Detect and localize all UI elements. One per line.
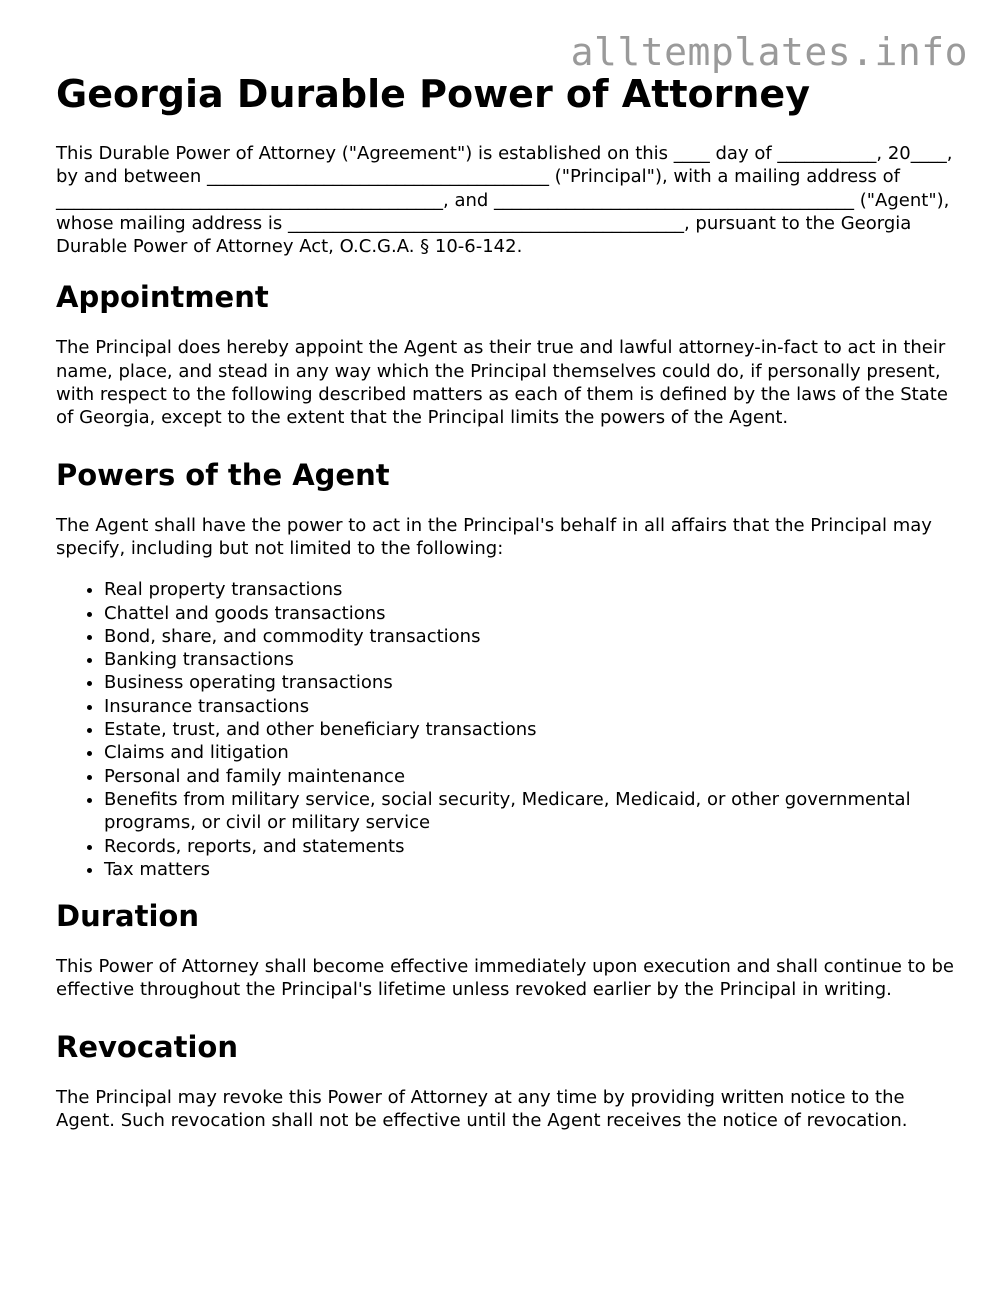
section-body: The Principal may revoke this Power of Attorney at any time by providing written notice to the Agent. Such revocation shall not be effective until the Agent receives the notice of revocation.	[56, 1086, 908, 1132]
section-body: This Power of Attorney shall become effective immediately upon execution and shall continue to be effective throughout the Principal's lifetime unless revoked earlier by the Principal in writing.	[56, 956, 954, 1001]
list-item: • Business operating transactions	[104, 671, 956, 694]
section-powers	[56, 456, 956, 881]
section-appointment	[56, 278, 956, 429]
section-revocation	[56, 1028, 956, 1133]
section-heading: Revocation	[56, 1029, 238, 1064]
list-item: • Claims and litigation	[104, 741, 956, 764]
intro-paragraph: This Durable Power of Attorney ("Agreement") is established on this ____ day of ___________, 20____, by and between ______________________________________ ("Principal"), with a mailing address of ___________________________________________, and ________________________________________ ("Agent"), whose mailing address is ____________________________________________, pursuant to the Georgia Durable Power of Attorney Act, O.C.G.A. § 10-6-142.	[56, 143, 953, 258]
list-item: • Chattel and goods transactions	[104, 602, 956, 625]
section-body: The Principal does hereby appoint the Agent as their true and lawful attorney-in-fact to act in their name, place, and stead in any way which the Principal themselves could do, if personally present, with respect to the following described matters as each of them is defined by the laws of the State of Georgia, except to the extent that the Principal limits the powers of the Agent.	[56, 337, 948, 429]
list-item: • Personal and family maintenance	[104, 765, 956, 788]
list-item: • Real property transactions	[104, 578, 956, 601]
watermark: alltemplates.info	[570, 30, 968, 74]
list-item: • Records, reports, and statements	[104, 835, 956, 858]
document-page	[56, 70, 956, 1158]
powers-list	[56, 578, 956, 881]
list-item: • Benefits from military service, social security, Medicare, Medicaid, or other governmental programs, or civil or military service	[104, 788, 956, 835]
list-item: • Tax matters	[104, 858, 956, 881]
section-body: The Agent shall have the power to act in the Principal's behalf in all affairs that the Principal may specify, including but not limited to the following:	[56, 514, 932, 559]
section-duration	[56, 897, 956, 1002]
section-heading: Duration	[56, 899, 199, 934]
list-item: • Bond, share, and commodity transactions	[104, 625, 956, 648]
list-item: • Banking transactions	[104, 648, 956, 671]
document-title: Georgia Durable Power of Attorney	[56, 72, 810, 116]
list-item: • Insurance transactions	[104, 695, 956, 718]
section-heading: Appointment	[56, 280, 269, 315]
section-heading: Powers of the Agent	[56, 457, 390, 492]
list-item: • Estate, trust, and other beneficiary transactions	[104, 718, 956, 741]
